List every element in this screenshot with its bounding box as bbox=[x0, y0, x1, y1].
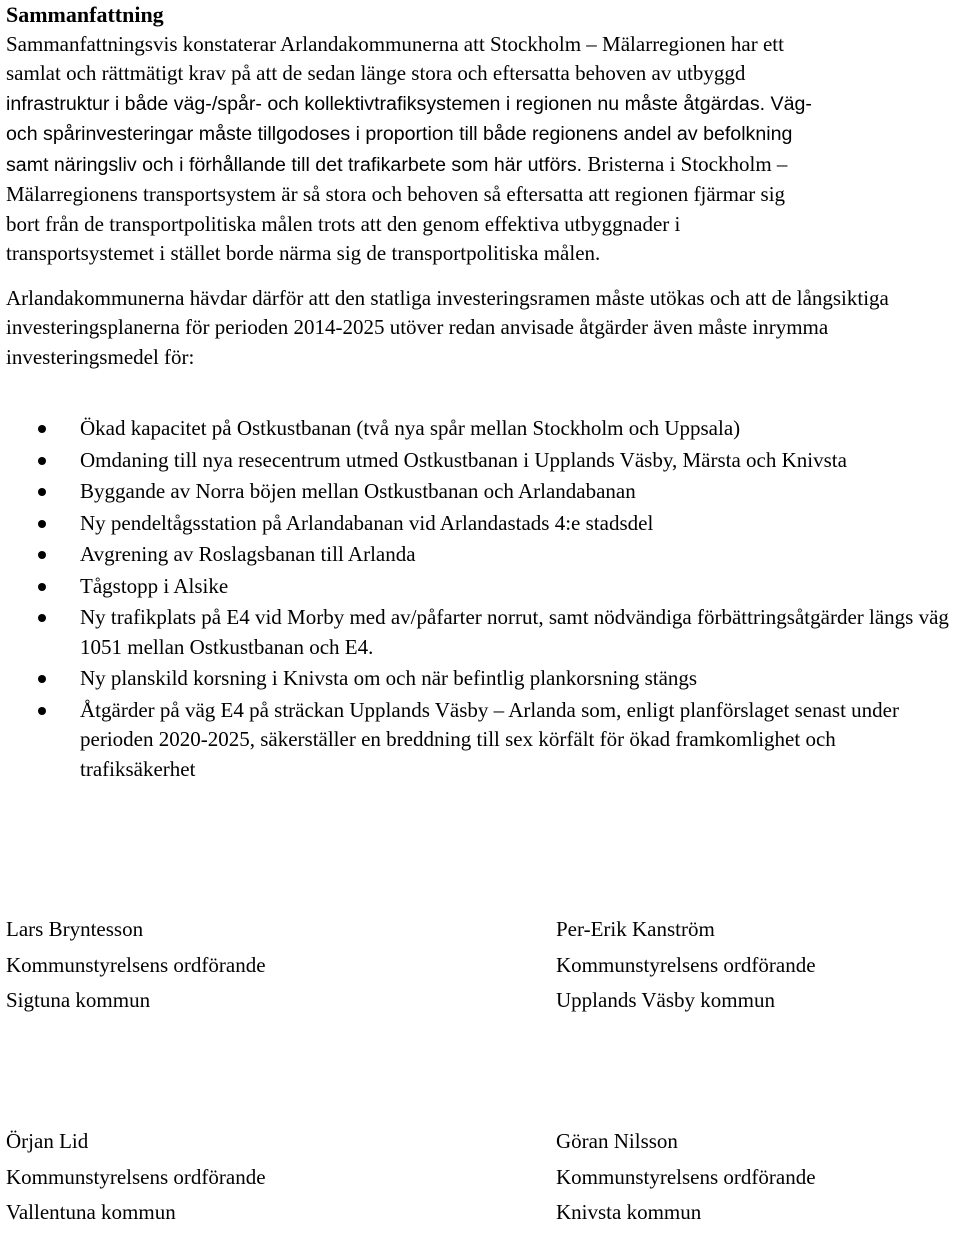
list-item-text: Omdaning till nya resecentrum utmed Ostkustbanan i Upplands Väsby, Märsta och Knivsta bbox=[80, 447, 847, 472]
bullet-icon bbox=[38, 551, 46, 559]
list-item bbox=[6, 446, 956, 476]
signatory-title: Kommunstyrelsens ordförande bbox=[556, 1164, 816, 1189]
signature-sigtuna bbox=[6, 912, 266, 1019]
section-heading: Sammanfattning bbox=[6, 2, 164, 27]
bullet-icon bbox=[38, 707, 46, 715]
signatory-municipality: Upplands Väsby kommun bbox=[556, 988, 775, 1012]
list-item bbox=[6, 572, 956, 602]
p1-line-8: transportsystemet i stället borde närma sig de transportpolitiska målen. bbox=[6, 241, 601, 265]
list-item-text: Ny pendeltågsstation på Arlandabanan vid Arlandastads 4:e stadsdel bbox=[80, 510, 654, 535]
signature-knivsta bbox=[556, 1124, 816, 1231]
list-item-text: Byggande av Norra böjen mellan Ostkustbanan och Arlandabanan bbox=[80, 479, 636, 503]
list-item bbox=[6, 509, 956, 539]
bullet-icon bbox=[38, 675, 46, 683]
signature-row-2 bbox=[6, 1124, 956, 1234]
investment-list bbox=[6, 414, 956, 784]
list-item-text: Tågstopp i Alsike bbox=[80, 573, 229, 598]
bullet-icon bbox=[38, 520, 46, 528]
signatory-municipality: Knivsta kommun bbox=[556, 1200, 702, 1224]
signatory-name: Lars Bryntesson bbox=[6, 917, 144, 941]
signature-vallentuna bbox=[6, 1124, 266, 1231]
p1-line-4: och spårinvesteringar måste tillgodoses i proportion till både regionens andel av befolkning bbox=[6, 123, 793, 145]
list-item-text: Ökad kapacitet på Ostkustbanan (två nya spår mellan Stockholm och Uppsala) bbox=[80, 416, 741, 440]
summary-paragraph-1 bbox=[6, 30, 956, 269]
list-item bbox=[6, 664, 956, 694]
list-item bbox=[6, 540, 956, 570]
bullet-icon bbox=[38, 457, 46, 465]
p1-line-1: Sammanfattningsvis konstaterar Arlandakommunerna att Stockholm – Mälarregionen har ett bbox=[6, 31, 784, 56]
signatory-title: Kommunstyrelsens ordförande bbox=[6, 1164, 266, 1189]
summary-paragraph-2: Arlandakommunerna hävdar därför att den statliga investeringsramen måste utökas och att de långsiktiga investeringsplanerna för perioden 2014-2025 utöver redan anvisade åtgärder även måste inrymma investeringsmedel för: bbox=[6, 285, 889, 369]
p1-line-5-tail: Bristerna i Stockholm – bbox=[582, 151, 788, 176]
signatory-municipality: Sigtuna kommun bbox=[6, 988, 151, 1012]
signature-upplands-vasby bbox=[556, 912, 816, 1019]
signatory-title: Kommunstyrelsens ordförande bbox=[6, 952, 266, 977]
p1-line-2: samlat och rättmätigt krav på att de sedan länge stora och eftersatta behoven av utbyggd bbox=[6, 61, 746, 85]
signature-row-1 bbox=[6, 912, 956, 1022]
p1-line-7: bort från de transportpolitiska målen trots att den genom effektiva utbyggnader i bbox=[6, 211, 681, 236]
list-item bbox=[6, 477, 956, 507]
list-item-text: Åtgärder på väg E4 på sträckan Upplands Väsby – Arlanda som, enligt planförslaget senast under perioden 2020-2025, säkerställer en breddning till sex körfält för ökad framkomlighet och trafiksäkerhet bbox=[80, 697, 899, 781]
list-item-text: Ny planskild korsning i Knivsta om och när befintlig plankorsning stängs bbox=[80, 666, 698, 690]
bullet-icon bbox=[38, 583, 46, 591]
list-item bbox=[6, 414, 956, 444]
bullet-icon bbox=[38, 614, 46, 622]
list-item bbox=[6, 696, 956, 785]
p1-line-6: Mälarregionens transportsystem är så stora och behoven så eftersatta att regionen fjärmar sig bbox=[6, 182, 786, 206]
list-item-text: Avgrening av Roslagsbanan till Arlanda bbox=[80, 542, 416, 566]
signatory-title: Kommunstyrelsens ordförande bbox=[556, 952, 816, 977]
bullet-icon bbox=[38, 425, 46, 433]
bullet-icon bbox=[38, 488, 46, 496]
p1-line-3: infrastruktur i både väg-/spår- och kollektivtrafiksystemen i regionen nu måste åtgärdas. bbox=[6, 92, 766, 115]
list-item bbox=[6, 603, 956, 662]
signatory-name: Örjan Lid bbox=[6, 1129, 89, 1153]
p1-line-3-tail: Väg- bbox=[765, 92, 812, 115]
document-page bbox=[6, 0, 956, 786]
p1-line-5: samt näringsliv och i förhållande till det trafikarbete som här utförs. bbox=[6, 153, 583, 176]
signatory-name: Göran Nilsson bbox=[556, 1129, 678, 1153]
signatory-name: Per-Erik Kanström bbox=[556, 917, 715, 941]
signatory-municipality: Vallentuna kommun bbox=[6, 1200, 176, 1224]
list-item-text: Ny trafikplats på E4 vid Morby med av/påfarter norrut, samt nödvändiga förbättringsåtgärder längs väg 1051 mellan Ostkustbanan och E4. bbox=[80, 605, 949, 659]
